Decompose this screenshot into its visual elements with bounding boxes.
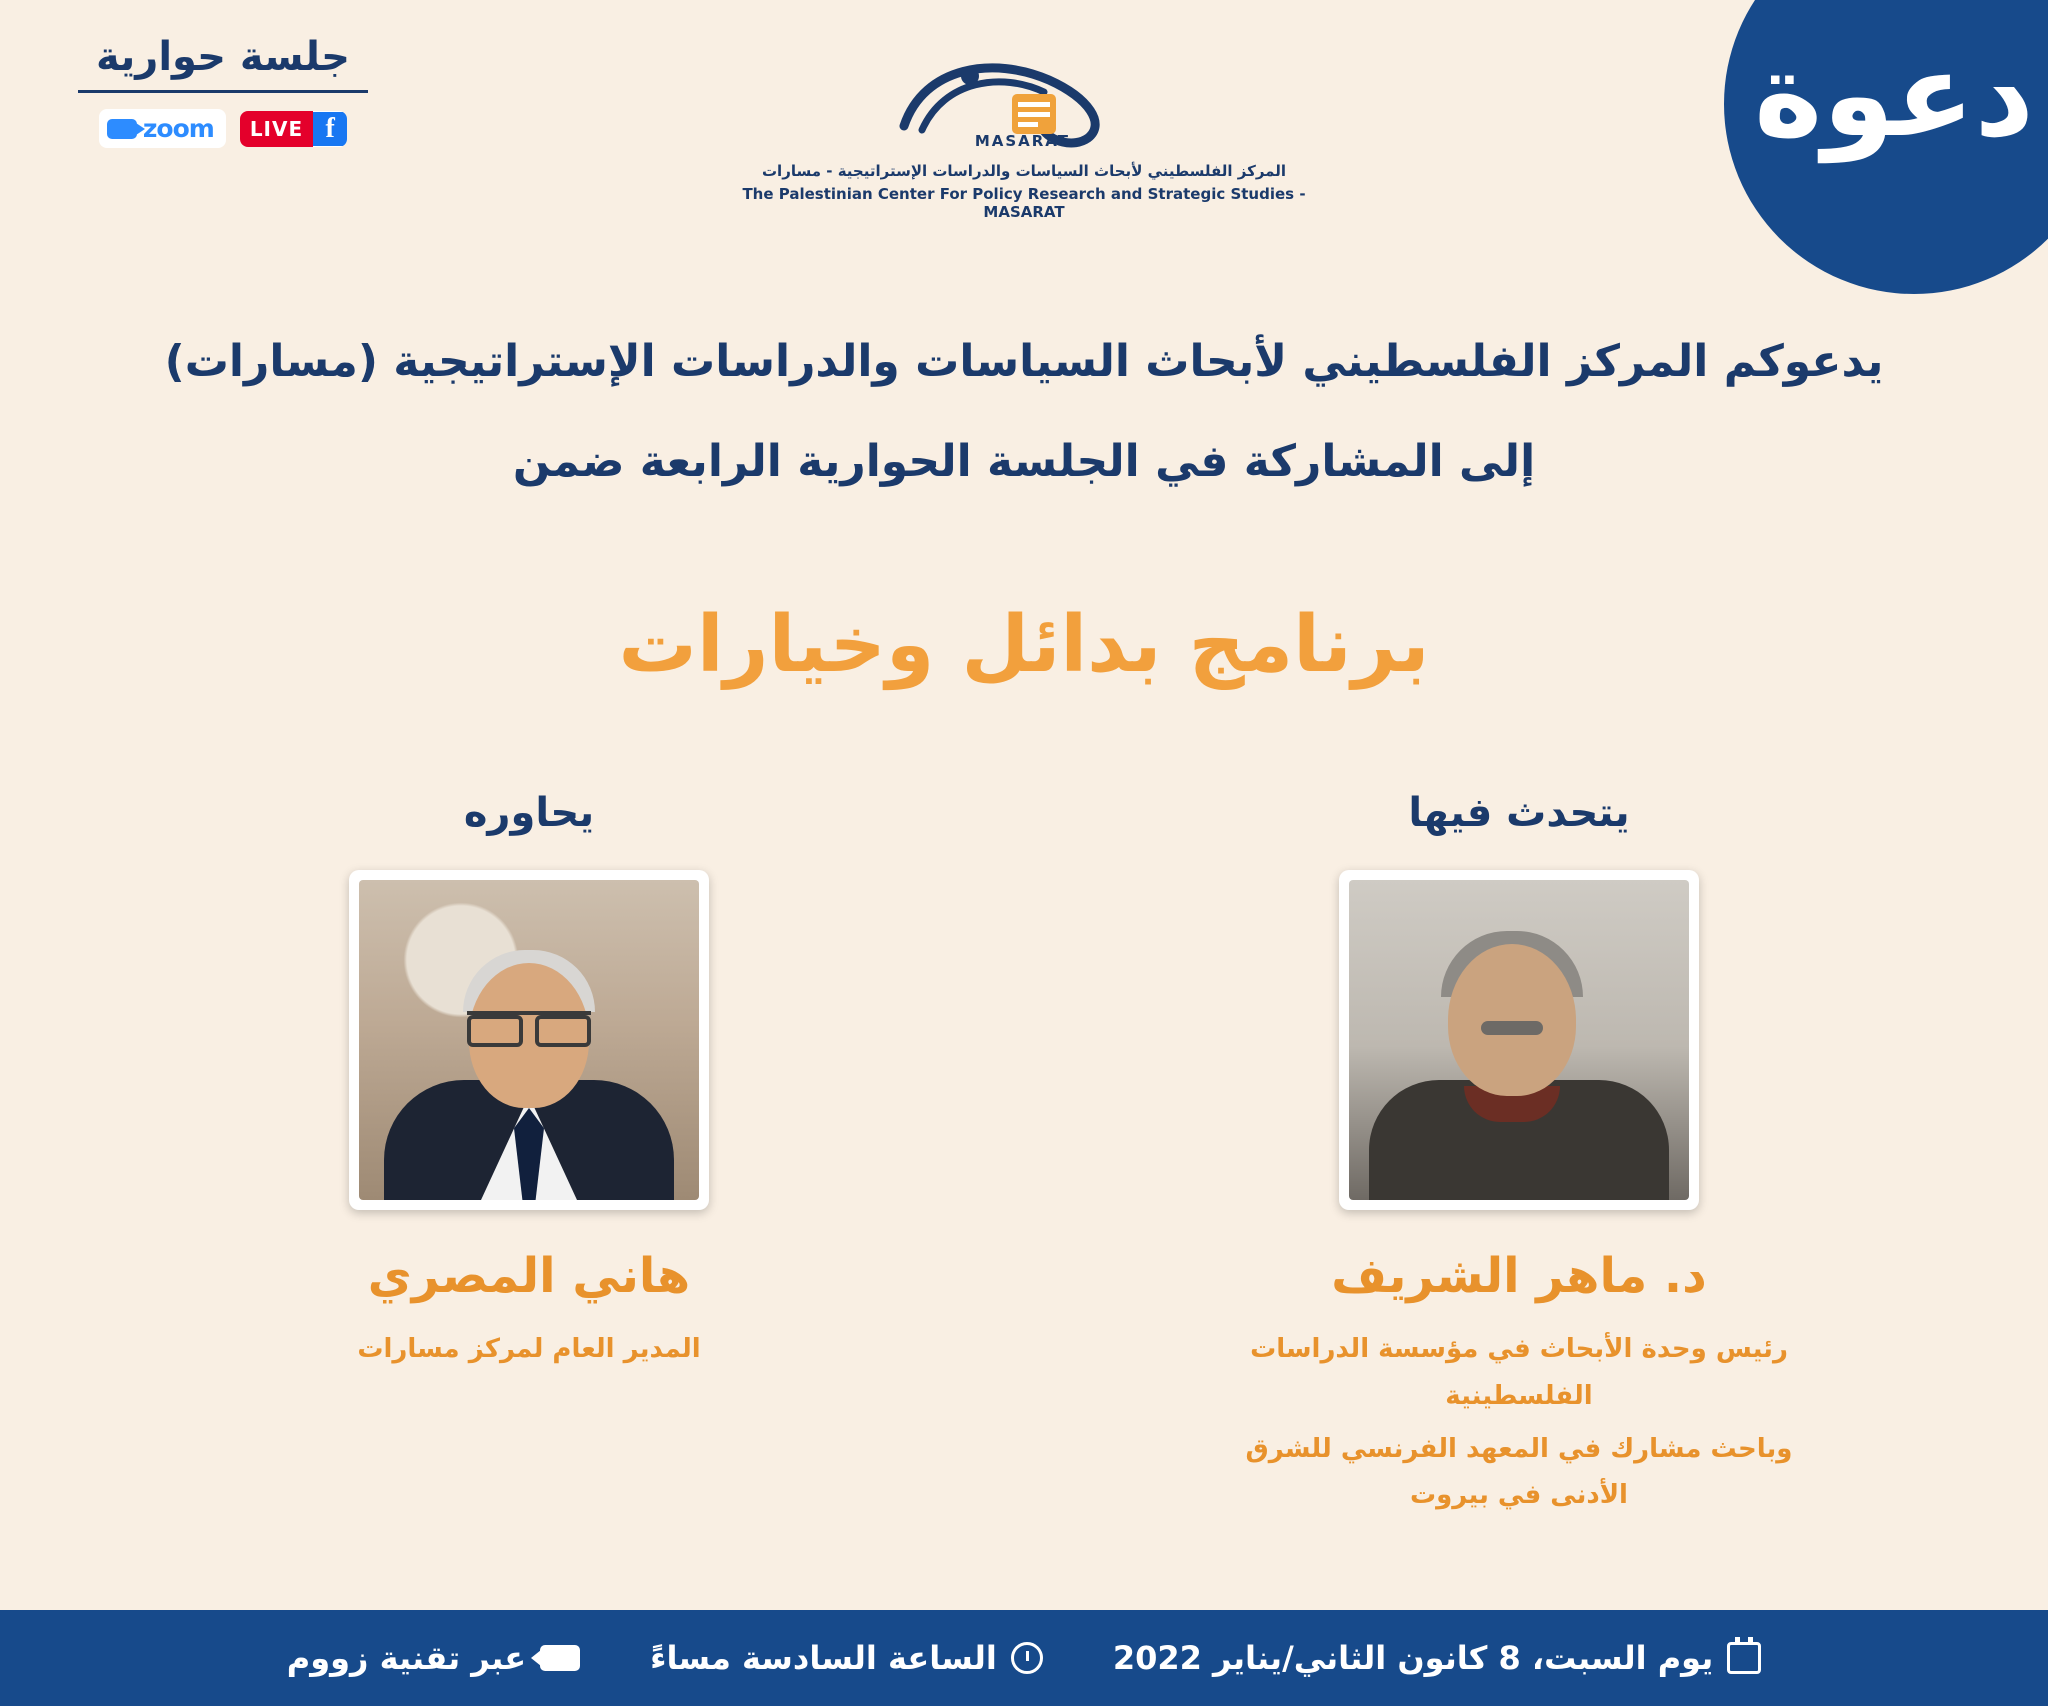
speaker-photo-maher xyxy=(1349,880,1689,1200)
footer-time-text: الساعة السادسة مساءً xyxy=(650,1639,997,1677)
moderator-role-label: يحاوره xyxy=(463,790,595,836)
speaker-title-line-1: رئيس وحدة الأبحاث في مؤسسة الدراسات الفلسطينية xyxy=(1250,1334,1788,1411)
footer-platform xyxy=(287,1639,580,1677)
calendar-icon xyxy=(1727,1642,1761,1674)
zoom-label: zoom xyxy=(142,114,214,143)
event-footer xyxy=(0,1610,2048,1706)
live-badge: LIVE xyxy=(240,111,313,147)
speaker-role-label: يتحدث فيها xyxy=(1408,790,1630,836)
logo-subtitle-english: The Palestinian Center For Policy Research and Strategic Studies - MASARAT xyxy=(742,185,1306,221)
logo-subtitle-arabic: المركز الفلسطيني لأبحاث السياسات والدراسات الإستراتيجية - مسارات xyxy=(761,162,1287,180)
invitation-line-2: إلى المشاركة في الجلسة الحوارية الرابعة ضمن xyxy=(512,435,1536,487)
masarat-logo-block xyxy=(704,46,1344,221)
svg-text:MASARAT: MASARAT xyxy=(974,132,1070,150)
speakers-section xyxy=(0,790,2048,1519)
speaker-photo-frame xyxy=(1339,870,1699,1210)
moderator-title-line-1: المدير العام لمركز مسارات xyxy=(357,1334,701,1364)
footer-date-text: يوم السبت، 8 كانون الثاني/يناير 2022 xyxy=(1112,1639,1714,1677)
moderator-photo-frame xyxy=(349,870,709,1210)
speaker-card-maher xyxy=(1239,790,1799,1519)
streaming-platforms xyxy=(78,109,368,148)
invitation-line-1: يدعوكم المركز الفلسطيني لأبحاث السياسات والدراسات الإستراتيجية (مسارات) xyxy=(164,336,1884,387)
speaker-title-line-2: وباحث مشارك في المعهد الفرنسي للشرق الأدنى في بيروت xyxy=(1245,1433,1793,1511)
speaker-name: د. ماهر الشريف xyxy=(1331,1248,1707,1304)
facebook-icon: f xyxy=(313,112,347,146)
masarat-logo-mark xyxy=(704,46,1344,156)
invitation-text xyxy=(0,330,2048,487)
facebook-live-chip xyxy=(240,111,347,147)
video-camera-icon xyxy=(107,119,137,139)
invitation-circle xyxy=(1724,0,2048,294)
moderator-photo-hani xyxy=(359,880,699,1200)
session-type-label: جلسة حوارية xyxy=(78,34,368,93)
video-camera-icon-footer xyxy=(540,1645,580,1671)
clock-icon xyxy=(1011,1642,1043,1674)
moderator-name: هاني المصري xyxy=(367,1248,691,1304)
invitation-word: دعوة xyxy=(1754,28,2034,163)
session-badge xyxy=(78,34,368,148)
speaker-card-hani xyxy=(249,790,809,1519)
program-title: برنامج بدائل وخيارات xyxy=(618,600,1430,690)
footer-time xyxy=(650,1639,1043,1677)
footer-platform-text: عبر تقنية زووم xyxy=(286,1639,527,1677)
footer-date xyxy=(1113,1639,1761,1677)
zoom-chip xyxy=(99,109,226,148)
